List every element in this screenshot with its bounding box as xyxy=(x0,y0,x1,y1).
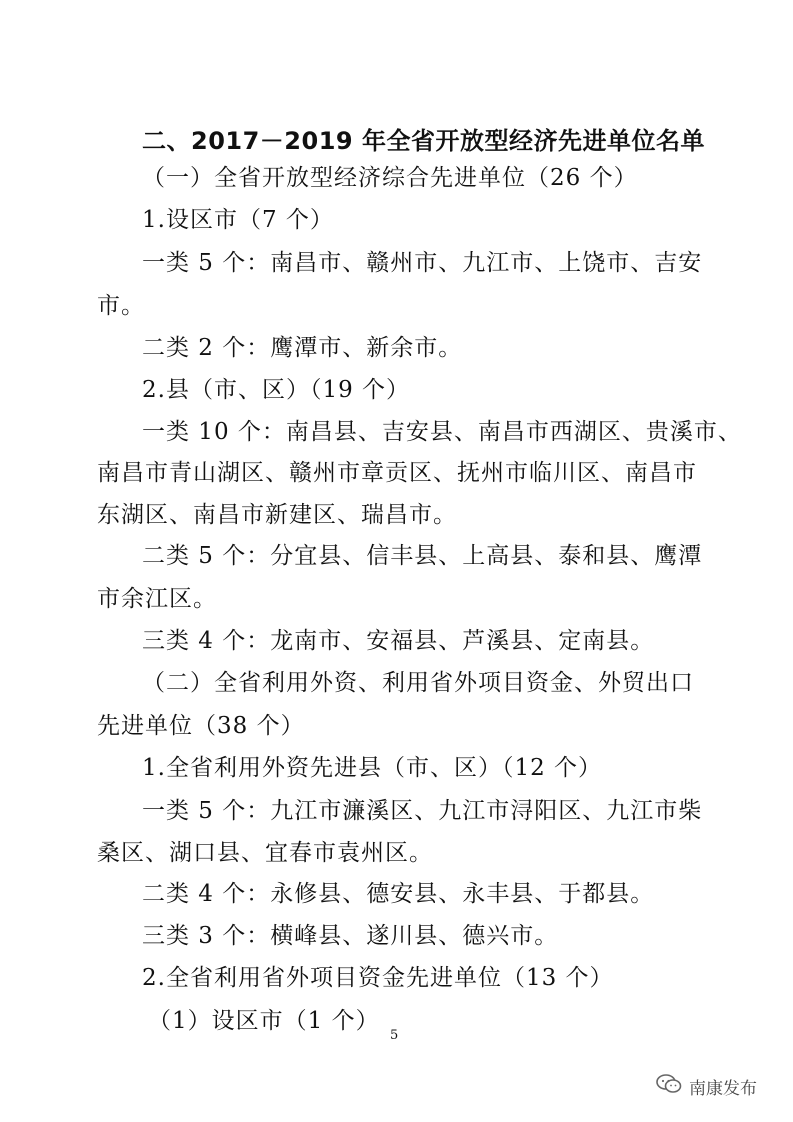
list-item: 一类 5 个：九江市濂溪区、九江市浔阳区、九江市柴 xyxy=(142,798,703,824)
list-item: 二类 4 个：永修县、德安县、永丰县、于都县。 xyxy=(142,881,655,907)
list-item-continuation: 市余江区。 xyxy=(97,586,217,612)
page-number: 5 xyxy=(390,1028,399,1043)
subsection-heading: 1.全省利用外资先进县（市、区）（12 个） xyxy=(142,755,603,781)
wechat-icon xyxy=(655,1073,683,1100)
watermark xyxy=(655,1073,757,1100)
subsection-heading: （1）设区市（1 个） xyxy=(148,1008,380,1034)
subsection-heading: 2.县（市、区）（19 个） xyxy=(142,377,411,403)
subsection-heading: 2.全省利用省外项目资金先进单位（13 个） xyxy=(142,965,614,991)
list-item: 二类 5 个：分宜县、信丰县、上高县、泰和县、鹰潭 xyxy=(142,543,703,569)
list-item: 二类 2 个：鹰潭市、新余市。 xyxy=(142,335,463,361)
list-item-continuation: 市。 xyxy=(97,293,145,319)
list-item-continuation: 南昌市青山湖区、赣州市章贡区、抚州市临川区、南昌市 xyxy=(97,460,697,486)
list-item: 一类 5 个：南昌市、赣州市、九江市、上饶市、吉安 xyxy=(142,250,703,276)
section-heading: （二）全省利用外资、利用省外项目资金、外贸出口 xyxy=(142,670,694,696)
list-item: 三类 4 个：龙南市、安福县、芦溪县、定南县。 xyxy=(142,628,655,654)
list-item: 一类 10 个：南昌县、吉安县、南昌市西湖区、贵溪市、 xyxy=(142,419,742,445)
list-item-continuation: 桑区、湖口县、宜春市袁州区。 xyxy=(97,840,433,866)
subsection-heading: 1.设区市（7 个） xyxy=(142,207,334,233)
section-heading-continuation: 先进单位（38 个） xyxy=(97,713,305,739)
list-item: 三类 3 个：横峰县、遂川县、德兴市。 xyxy=(142,923,559,949)
list-item-continuation: 东湖区、南昌市新建区、瑞昌市。 xyxy=(97,502,457,528)
watermark-text: 南康发布 xyxy=(689,1079,757,1099)
document-title: 二、2017－2019 年全省开放型经济先进单位名单 xyxy=(142,127,705,155)
section-heading: （一）全省开放型经济综合先进单位（26 个） xyxy=(142,165,638,191)
